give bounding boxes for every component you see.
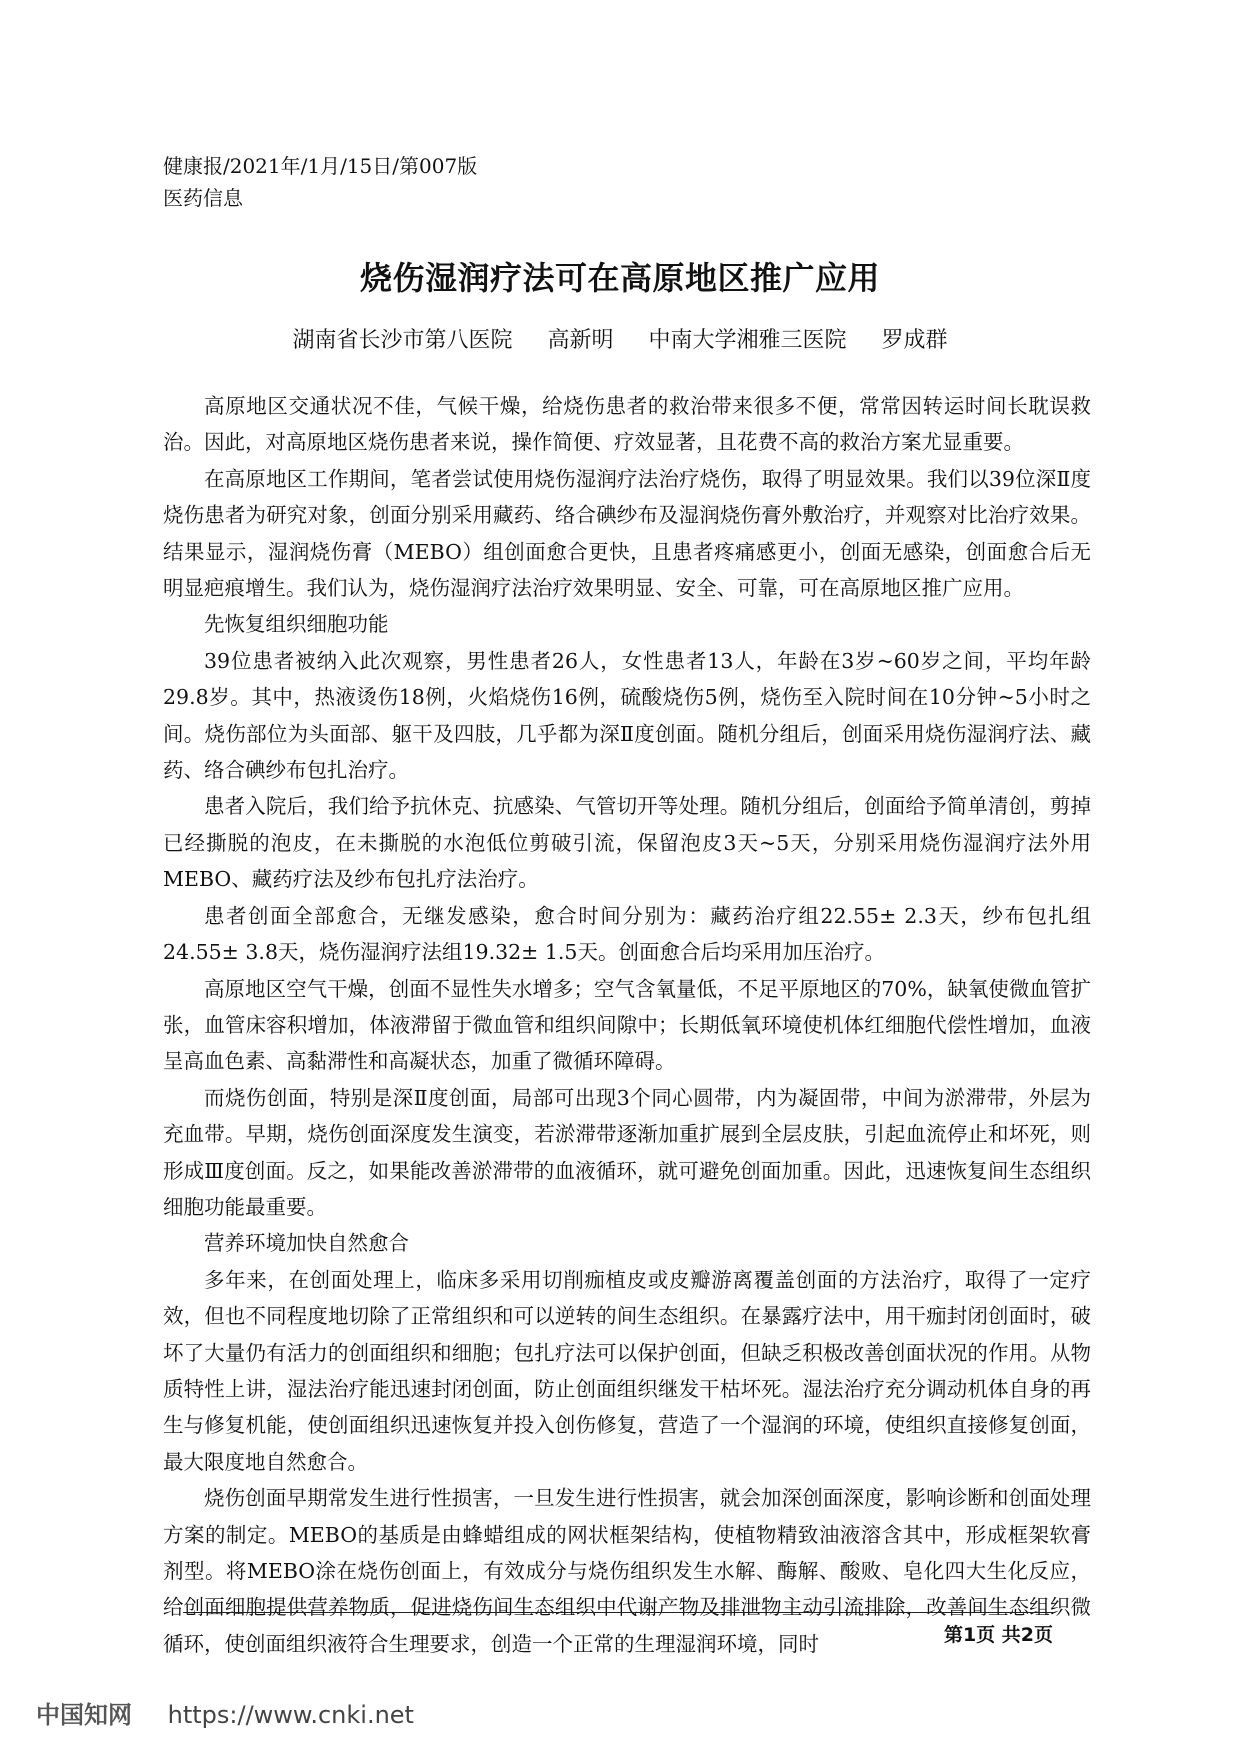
- paragraph: 烧伤创面早期常发生进行性损害，一旦发生进行性损害，就会加深创面深度，影响诊断和创面处理方案的制定。MEBO的基质是由蜂蜡组成的网状框架结构，使植物精致油液溶含其中，形成框架软膏剂型。将MEBO涂在烧伤创面上，有效成分与烧伤组织发生水解、酶解、酸败、皂化四大生化反应，给创面细胞提供营养物质，促进烧伤间生态组织中代谢产物及排泄物主动引流排除，改善间生态组织微循环，使创面组织液符合生理要求，创造一个正常的生理湿润环境，同时: [163, 1486, 1091, 1656]
- paragraph: 患者创面全部愈合，无继发感染，愈合时间分别为：藏药治疗组22.55± 2.3天，纱布包扎组24.55± 3.8天，烧伤湿润疗法组19.32± 1.5天。创面愈合后均采用加压治疗。: [163, 903, 1091, 965]
- paragraph: 高原地区交通状况不佳，气候干燥，给烧伤患者的救治带来很多不便，常常因转运时间长耽误救治。因此，对高原地区烧伤患者来说，操作简便、疗效显著，且花费不高的救治方案尤显重要。: [163, 394, 1091, 455]
- source-line: 健康报/2021年/1月/15日/第007版: [163, 154, 478, 178]
- paragraph: 患者入院后，我们给予抗休克、抗感染、气管切开等处理。随机分组后，创面给予简单清创，剪掉已经撕脱的泡皮，在未撕脱的水泡低位剪破引流，保留泡皮3天~5天，分别采用烧伤湿润疗法外用MEBO、藏药疗法及纱布包扎疗法治疗。: [163, 794, 1091, 892]
- paragraph: 39位患者被纳入此次观察，男性患者26人，女性患者13人，年龄在3岁~60岁之间，平均年龄29.8岁。其中，热液烫伤18例，火焰烧伤16例，硫酸烧伤5例，烧伤至入院时间在10分钟~5小时之间。烧伤部位为头面部、躯干及四肢，几乎都为深Ⅱ度创面。随机分组后，创面采用烧伤湿润疗法、藏药、络合碘纱布包扎治疗。: [163, 648, 1091, 783]
- article-body: [163, 388, 1091, 1662]
- paragraph: 在高原地区工作期间，笔者尝试使用烧伤湿润疗法治疗烧伤，取得了明显效果。我们以39位深Ⅱ度烧伤患者为研究对象，创面分别采用藏药、络合碘纱布及湿润烧伤膏外敷治疗，并观察对比治疗效果。结果显示，湿润烧伤膏（MEBO）组创面愈合更快，且患者疼痛感更小，创面无感染，创面愈合后无明显疤痕增生。我们认为，烧伤湿润疗法治疗效果明显、安全、可靠，可在高原地区推广应用。: [163, 466, 1091, 601]
- author-name-1: 高新明: [547, 328, 614, 353]
- paragraph: 高原地区空气干燥，创面不显性失水增多；空气含氧量低，不足平原地区的70%，缺氧使微血管扩张，血管床容积增加，体液滞留于微血管和组织间隙中；长期低氧环境使机体红细胞代偿性增加，血液呈高血色素、高黏滞性和高凝状态，加重了微循环障碍。: [163, 976, 1091, 1074]
- footer-divider: [183, 1612, 1053, 1613]
- author-line: [0, 323, 1240, 354]
- cnki-watermark: [36, 1695, 414, 1730]
- author-org-1: 湖南省长沙市第八医院: [292, 328, 513, 353]
- paragraph: 多年来，在创面处理上，临床多采用切削痂植皮或皮瓣游离覆盖创面的方法治疗，取得了一定疗效，但也不同程度地切除了正常组织和可以逆转的间生态组织。在暴露疗法中，用干痂封闭创面时，破坏了大量仍有活力的创面组织和细胞；包扎疗法可以保护创面，但缺乏积极改善创面状况的作用。从物质特性上讲，湿法治疗能迅速封闭创面，防止创面组织继发干枯坏死。湿法治疗充分调动机体自身的再生与修复机能，使创面组织迅速恢复并投入创伤修复，营造了一个湿润的环境，使组织直接修复创面，最大限度地自然愈合。: [163, 1267, 1091, 1474]
- page-number: 第1页 共2页: [943, 1624, 1053, 1646]
- article-title: 烧伤湿润疗法可在高原地区推广应用: [359, 259, 880, 297]
- cnki-url[interactable]: https://www.cnki.net: [167, 1701, 414, 1729]
- cnki-logo-text: 中国知网: [36, 1701, 132, 1729]
- author-name-2: 罗成群: [881, 328, 948, 353]
- column-name: 医药信息: [163, 186, 243, 210]
- section-subheading: 先恢复组织细胞功能: [204, 612, 389, 637]
- paragraph: 而烧伤创面，特别是深Ⅱ度创面，局部可出现3个同心圆带，内为凝固带，中间为淤滞带，外层为充血带。早期，烧伤创面深度发生演变，若淤滞带逐渐加重扩展到全层皮肤，引起血流停止和坏死，则形成Ⅲ度创面。反之，如果能改善淤滞带的血液循环，就可避免创面加重。因此，迅速恢复间生态组织细胞功能最重要。: [163, 1085, 1091, 1219]
- section-subheading: 营养环境加快自然愈合: [204, 1231, 409, 1256]
- author-org-2: 中南大学湘雅三医院: [648, 328, 847, 353]
- article-meta: [163, 150, 477, 214]
